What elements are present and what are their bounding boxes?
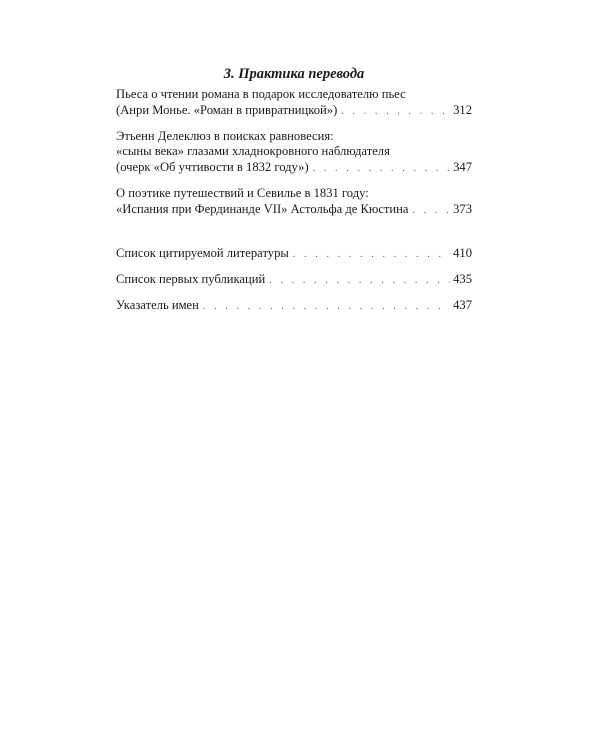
- dot-leader: [269, 273, 450, 289]
- toc-entry-line: Пьеса о чтении романа в подарок исследователю пьес: [116, 87, 406, 101]
- toc-entry-line: «сыны века» глазами хладнокровного наблюдателя: [116, 144, 390, 159]
- toc-entry-last-line: [116, 298, 472, 315]
- toc-entry-last-line: [116, 246, 472, 263]
- toc-entry-monnier: [116, 87, 472, 119]
- toc-entry-custine: [116, 186, 472, 218]
- page-number: 312: [453, 102, 472, 117]
- toc-entry-bibliography: [116, 246, 472, 263]
- toc-entry-last-line: [116, 160, 472, 177]
- page-number: 373: [453, 201, 472, 216]
- section-heading: 3. Практика перевода: [223, 66, 365, 82]
- toc-entry-text: Список цитируемой литературы: [116, 246, 289, 261]
- toc-entry-delecluze: [116, 129, 472, 177]
- toc-entry-text: Указатель имен: [116, 298, 199, 313]
- page-number: 410: [453, 246, 472, 261]
- page-number: 437: [453, 298, 472, 313]
- table-of-contents: [116, 66, 472, 315]
- page-number: 347: [453, 159, 472, 174]
- toc-entry-last-line: [116, 272, 472, 289]
- toc-entry-text: (Анри Монье. «Роман в привратницкой»): [116, 102, 338, 117]
- dot-leader: [313, 161, 450, 177]
- dot-leader: [293, 247, 450, 263]
- toc-entry-text: Список первых публикаций: [116, 272, 266, 287]
- toc-entry-last-line: [116, 103, 472, 120]
- toc-entry-index: [116, 298, 472, 315]
- toc-entry-line: Этьенн Делеклюз в поисках равновесия:: [116, 128, 334, 143]
- dot-leader: [341, 104, 450, 120]
- page-number: 435: [453, 272, 472, 287]
- toc-entry-text: «Испания при Фердинанде VII» Астольфа де Кюстина: [116, 201, 409, 216]
- dot-leader: [203, 299, 450, 315]
- toc-entry-line: О поэтике путешествий и Севилье в 1831 году:: [116, 185, 369, 200]
- dot-leader: [413, 203, 451, 219]
- toc-entry-text: (очерк «Об учтивости в 1832 году»): [116, 159, 309, 174]
- toc-entry-first-publications: [116, 272, 472, 289]
- toc-entry-last-line: [116, 202, 472, 219]
